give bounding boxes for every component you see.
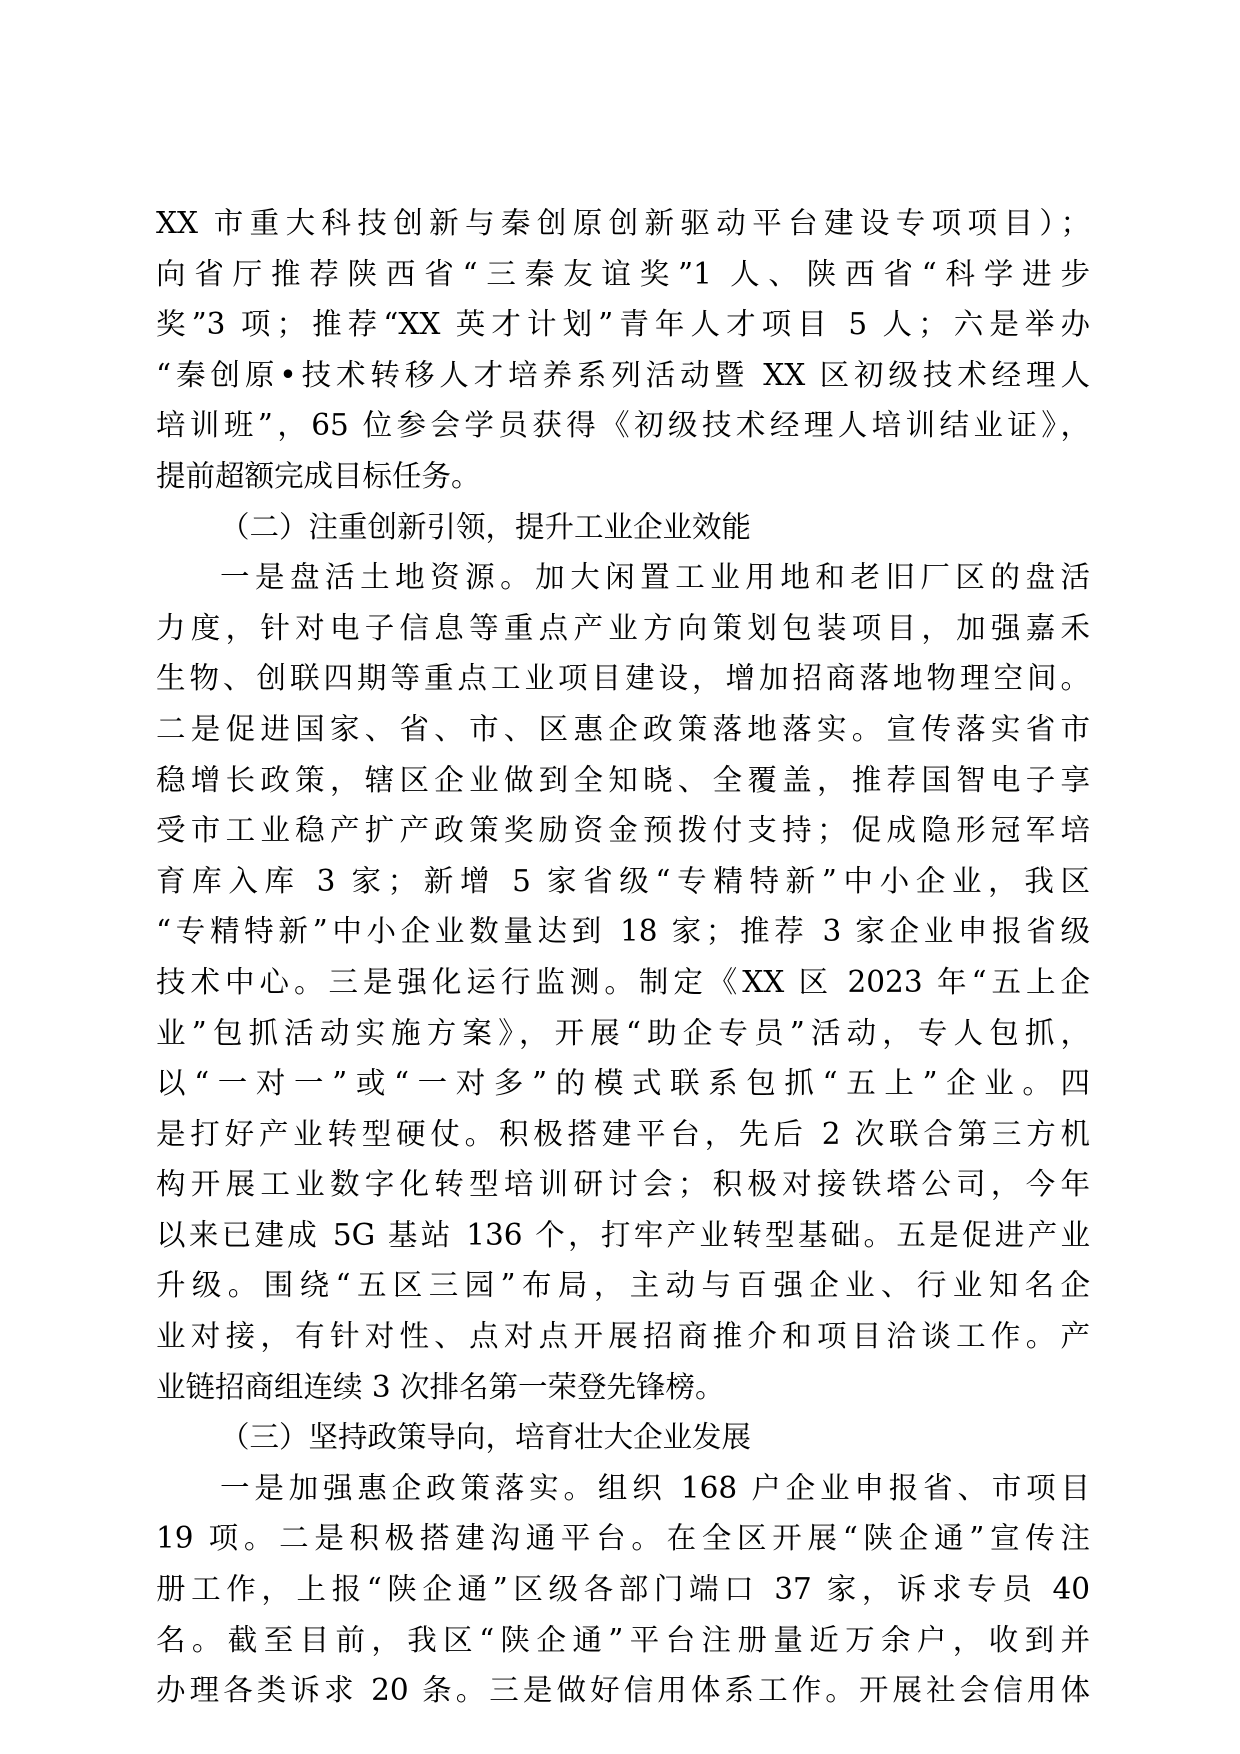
body-paragraph xyxy=(156,552,1090,1412)
text-line: 二是促进国家、省、市、区惠企政策落地落实。宣传落实省市 xyxy=(156,711,1090,746)
text-line: 业链招商组连续 3 次排名第一荣登先锋榜。 xyxy=(156,1369,725,1404)
heading-text: （二）注重创新引领，提升工业企业效能 xyxy=(220,509,752,544)
text-line: 是打好产业转型硬仗。积极搭建平台，先后 2 次联合第三方机 xyxy=(156,1116,1090,1151)
text-line: 办理各类诉求 20 条。三是做好信用体系工作。开展社会信用体 xyxy=(156,1673,1090,1708)
text-line: 一是盘活土地资源。加大闲置工业用地和老旧厂区的盘活 xyxy=(220,560,1090,595)
text-line: 培训班”，65 位参会学员获得《初级技术经理人培训结业证》， xyxy=(156,408,1090,443)
text-line: XX 市重大科技创新与秦创原创新驱动平台建设专项项目）； xyxy=(156,206,1090,240)
text-line: 受市工业稳产扩产政策奖励资金预拨付支持；促成隐形冠军培 xyxy=(156,813,1090,848)
text-line: “专精特新”中小企业数量达到 18 家；推荐 3 家企业申报省级 xyxy=(156,914,1090,949)
text-line: 向省厅推荐陕西省“三秦友谊奖”1 人、陕西省“科学进步 xyxy=(156,256,1090,291)
text-line: 育库入库 3 家；新增 5 家省级“专精特新”中小企业，我区 xyxy=(156,863,1090,898)
section-heading xyxy=(156,502,1090,553)
text-line: 力度，针对电子信息等重点产业方向策划包装项目，加强嘉禾 xyxy=(156,610,1090,645)
text-line: 业对接，有针对性、点对点开展招商推介和项目洽谈工作。产 xyxy=(156,1319,1090,1354)
text-line: 名。截至目前，我区“陕企通”平台注册量近万余户，收到并 xyxy=(156,1622,1090,1657)
body-paragraph xyxy=(156,1463,1090,1716)
text-line: 提前超额完成目标任务。 xyxy=(156,458,481,493)
text-line: 生物、创联四期等重点工业项目建设，增加招商落地物理空间。 xyxy=(156,661,1090,696)
section-heading xyxy=(156,1412,1090,1463)
text-line: “秦创原•技术转移人才培养系列活动暨 XX 区初级技术经理人 xyxy=(156,357,1090,392)
text-line: 奖”3 项；推荐“XX 英才计划”青年人才项目 5 人；六是举办 xyxy=(156,307,1090,342)
text-line: 构开展工业数字化转型培训研讨会；积极对接铁塔公司，今年 xyxy=(156,1167,1090,1202)
text-line: 19 项。二是积极搭建沟通平台。在全区开展“陕企通”宣传注 xyxy=(156,1521,1090,1556)
text-line: 册工作，上报“陕企通”区级各部门端口 37 家，诉求专员 40 xyxy=(156,1572,1090,1607)
heading-text: （三）坚持政策导向，培育壮大企业发展 xyxy=(220,1420,752,1455)
text-line: 一是加强惠企政策落实。组织 168 户企业申报省、市项目 xyxy=(220,1470,1090,1505)
body-paragraph xyxy=(156,198,1090,502)
text-line: 稳增长政策，辖区企业做到全知晓、全覆盖，推荐国智电子享 xyxy=(156,762,1090,797)
document-body xyxy=(156,198,1090,1716)
text-line: 升级。围绕“五区三园”布局，主动与百强企业、行业知名企 xyxy=(156,1268,1090,1303)
text-line: 以来已建成 5G 基站 136 个，打牢产业转型基础。五是促进产业 xyxy=(156,1217,1090,1252)
text-line: 业”包抓活动实施方案》，开展“助企专员”活动，专人包抓， xyxy=(156,1015,1090,1050)
text-line: 以“一对一”或“一对多”的模式联系包抓“五上”企业。四 xyxy=(156,1066,1090,1101)
text-line: 技术中心。三是强化运行监测。制定《XX 区 2023 年“五上企 xyxy=(156,964,1090,999)
